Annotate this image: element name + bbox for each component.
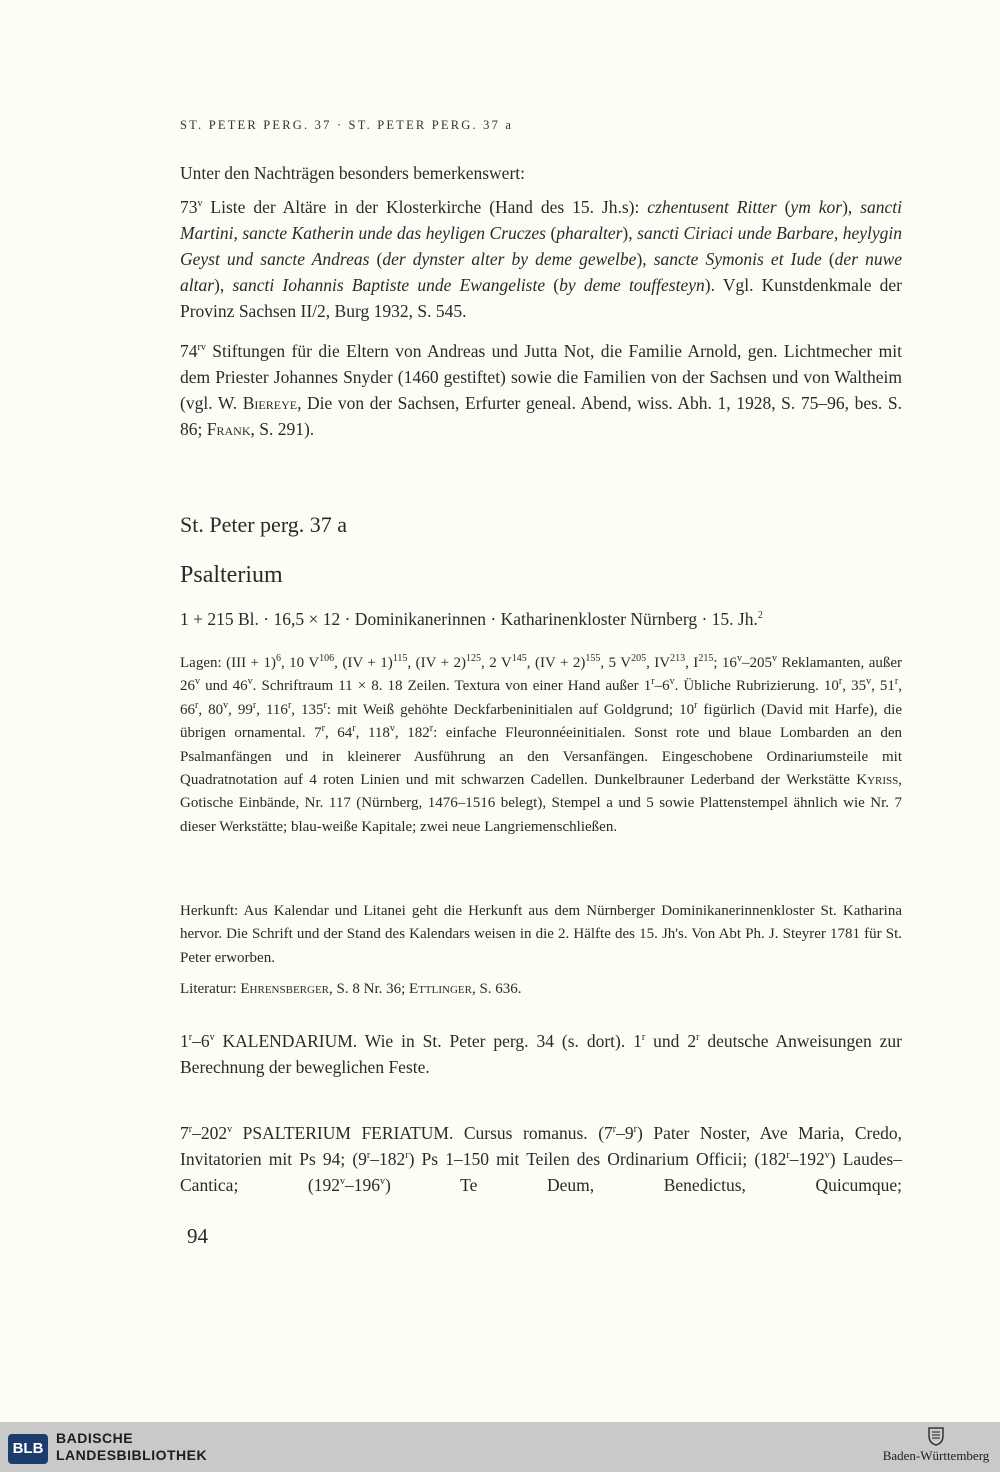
collation-line: 1 + 215 Bl. · 16,5 × 12 · Dominikanerinnen · Katharinenkloster Nürnberg · 15. Jh.$^2$ (180, 609, 763, 629)
author-name: Kyriss (856, 772, 899, 789)
author-name: Ettlinger (409, 981, 472, 997)
intro-line: Unter den Nachträgen besonders bemerkenswert: (180, 163, 526, 183)
coat-of-arms-icon (927, 1426, 945, 1446)
herkunft-paragraph: Herkunft: Aus Kalendar und Litanei geht die Herkunft aus dem Nürnberger Dominikanerinnenkloster St. Katharina hervor. Die Schrift und der Stand des Kalendars weisen in die 2. Hälfte des 15. Jh's. Von Abt Ph. J. Steyrer 1781 für St. Peter erworben. (180, 903, 902, 966)
page-number: 94 (187, 1224, 208, 1248)
folio-ref: 73 (180, 197, 198, 217)
kalendarium-entry: 1$^r$–6$^v$ KALENDARIUM. Wie in St. Peter perg. 34 (s. dort). 1$^r$ und 2$^r$ deutsche Anweisungen zur Berechnung der beweglichen Feste. (180, 1031, 903, 1077)
blb-logo[interactable]: BLB (8, 1434, 48, 1464)
entry-74: $74^{rv}$ Stiftungen für die Eltern von Andreas und Jutta Not, die Familie Arnold, gen. Lichtmecher mit dem Priester Johannes Snyder (1460 gestiftet) sowie die Familien von der Sachsen und von Waltheim (vgl. W. Biereye, Die von der Sachsen, Erfurter geneal. Abend, wiss. Abh. 1, 1928, S. 75–96, bes. S. 86; Frank, S. 291). (180, 341, 902, 439)
author-name: Ehrensberger (240, 981, 330, 997)
psalterium-entry: 7$^r$–202$^v$ PSALTERIUM FERIATUM. Cursus romanus. (7$^r$–9$^r$) Pater Noster, Ave Maria, Credo, Invitatorien mit Ps 94; (9$^r$–182$^r$) Ps 1–150 mit Teilen des Ordinarium Officii; (182$^r$–192$^v$) Laudes–Cantica; (192$^v$–196$^v$) Te Deum, Benedictus, Quicumque; (180, 1123, 902, 1195)
folio-ref: 74 (180, 341, 198, 361)
author-name: Biereye (242, 393, 298, 413)
author-name: Frank (206, 419, 251, 439)
manuscript-title: Psalterium (180, 562, 283, 588)
baden-wuerttemberg-logo[interactable]: Baden-Württemberg (876, 1426, 996, 1464)
literatur-line: Literatur: Ehrensberger, S. 8 Nr. 36; Ettlinger, S. 636. (180, 981, 522, 997)
shelfmark-heading: St. Peter perg. 37 a (180, 512, 348, 537)
library-name: BADISCHE LANDESBIBLIOTHEK (56, 1430, 208, 1463)
library-footer (0, 1422, 1000, 1472)
running-head: ST. PETER PERG. 37 · ST. PETER PERG. 37 a (180, 118, 514, 132)
entry-73: 73$^v$ Liste der Altäre in der Klosterkirche (Hand des 15. Jh.s): czhentusent Ritter (ym kor), sancti Martini, sancte Katherin unde das heyligen Cruczes (pharalter), sancti Ciriaci unde Barbare, heylygin Geyst und sancte Andreas (der dynster alter by deme gewelbe), sancte Symonis et Iude (der nuwe altar), sancti Iohannis Baptiste unde Ewangeliste (by deme touffesteyn). Vgl. Kunstdenkmale der Provinz Sachsen II/2, Burg 1932, S. 545. (180, 197, 903, 321)
lagen-paragraph: Lagen: (III + 1)$^6$, 10 $V^{106}$, (IV + 1)$^{115}$, (IV + 2)$^{125}$, 2 $V^{145}$, (IV + 2)$^{155}$, 5 $V^{205}$, IV$^{213}$, $I^{215}$; 16$^v$–205$^v$ Reklamanten, außer 26$^v$ und 46$^v$. Schriftraum 11 × 8. 18 Zeilen. Textura von einer Hand außer 1$^r$–6$^v$. Übliche Rubrizierung. 10$^r$, 35$^v$, 51$^r$, 66$^r$, 80$^v$, 99$^r$, 116$^r$, 135$^r$: mit Weiß gehöhte Deckfarbeninitialen auf Goldgrund; 10$^r$ figürlich (David mit Harfe), die übrigen ornamental. 7$^r$, 64$^r$, 118$^v$, 182$^r$: einfache Fleuronnéeinitialen. Sonst rote und blaue Lombarden an den Psalmanfängen und in kleinerer Ausführung an den Versanfängen. Eingeschobene Ordinariumsteile mit Quadratnotation auf 4 roten Linien und mit schwarzen Cadellen. Dunkelbrauner Lederband der Werkstätte Kyriss, Gotische Einbände, Nr. 117 (Nürnberg, 1476–1516 belegt), Stempel a und 5 sowie Plattenstempel ähnlich wie Nr. 7 dieser Werkstätte; blau-weiße Kapitale; zwei neue Langriemenschließen. (180, 653, 903, 835)
